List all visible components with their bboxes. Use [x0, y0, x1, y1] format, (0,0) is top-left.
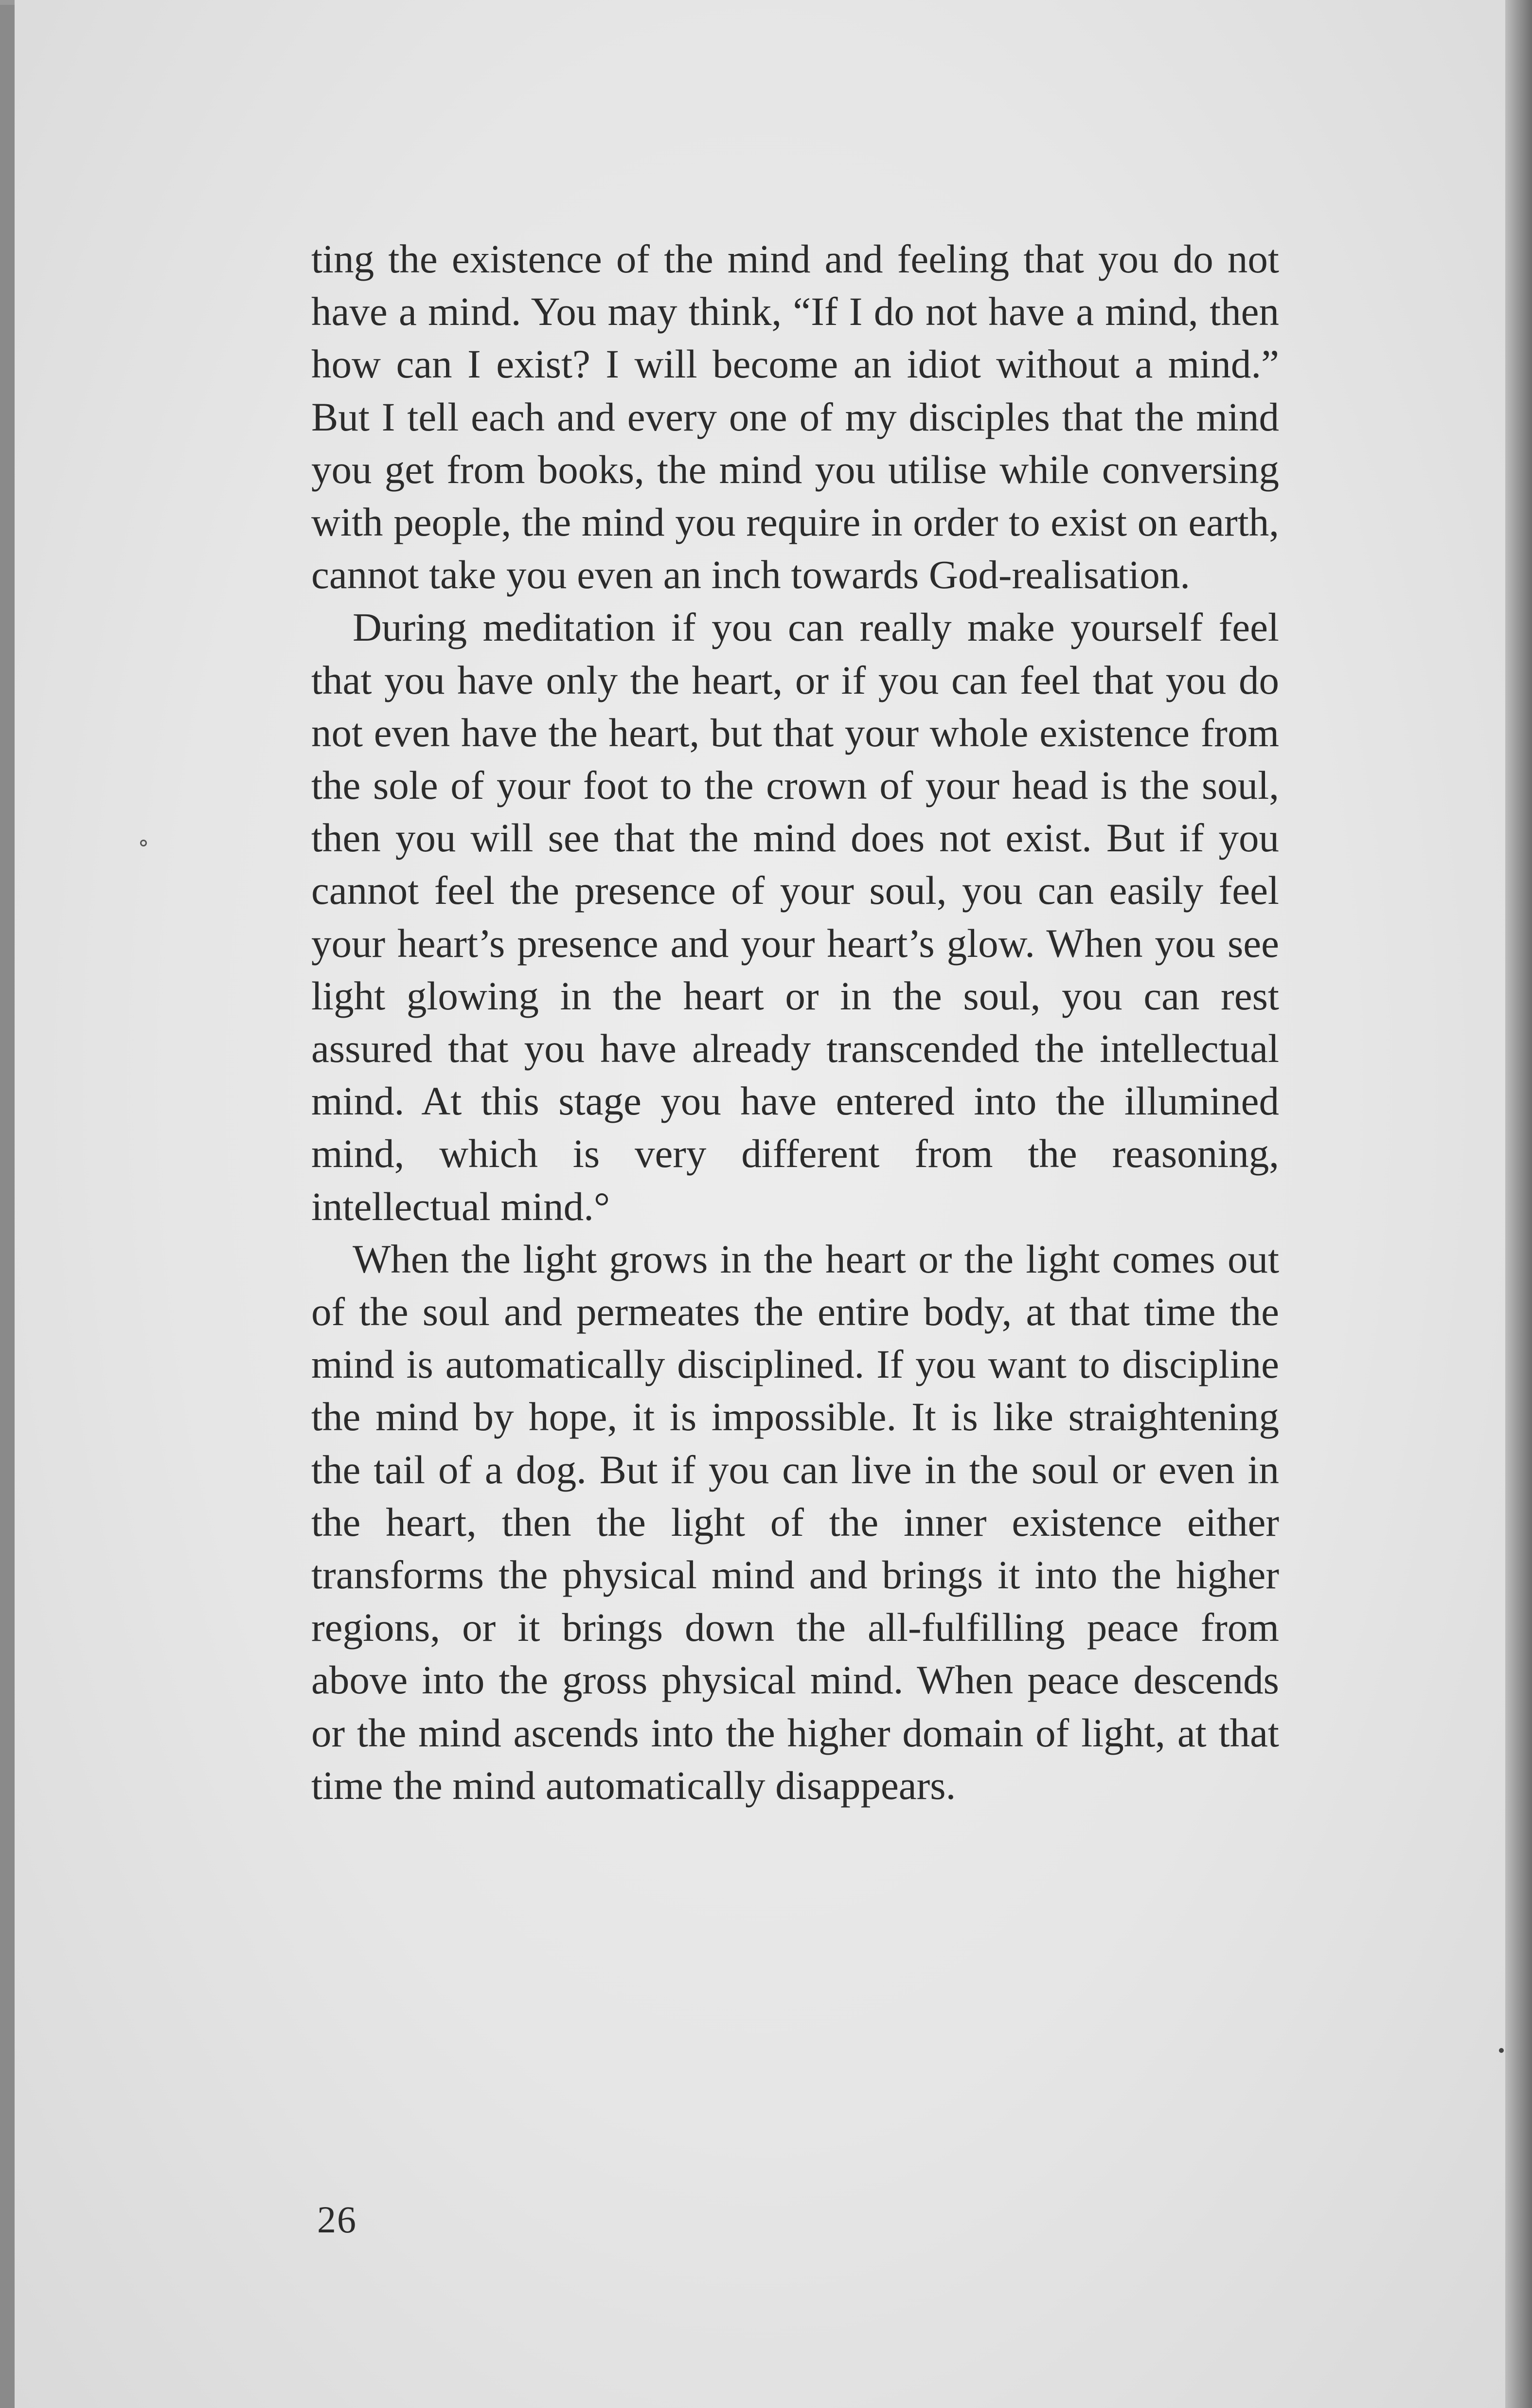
dust-speck	[1499, 2048, 1504, 2053]
dust-speck	[140, 840, 147, 846]
scan-edge-left	[0, 0, 15, 2408]
paragraph: When the light grows in the heart or the light comes out of the soul and permeates the entire body, at that time the mind is automatically disciplined. If you want to discipline the mind by hope, it is impossible. It is like straightening the tail of a dog. But if you can live in the soul or even in the heart, then the light of the inner existence either transforms the physical mind and brings it into the higher regions, or it brings down the all-fulfilling peace from above into the gross physical mind. When peace descends or the mind ascends into the higher domain of light, at that time the mind automatically disappears.	[311, 1236, 1279, 1808]
scan-edge-right	[1505, 0, 1532, 2408]
paragraph: During meditation if you can really make yourself feel that you have only the heart, or if you can feel that you do not even have the heart, but that your whole existence from the sole of your foot to the crown of your head is the soul, then you will see that the mind does not exist. But if you cannot feel the presence of your soul, you can easily feel your heart’s presence and your heart’s glow. When you see light glowing in the heart or in the soul, you can rest assured that you have already transcended the intellectual mind. At this stage you have entered into the illumined mind, which is very different from the reasoning, intellectual mind.°	[311, 605, 1279, 1229]
paragraph-continued: ting the existence of the mind and feeling that you do not have a mind. You may think, “If I do not have a mind, then how can I exist? I will become an idiot without a mind.” But I tell each and every one of my disciples that the mind you get from books, the mind you utilise while conversing with people, the mind you require in order to exist on earth, cannot take you even an inch towards God-realisation.	[311, 236, 1279, 597]
body-text	[311, 233, 1279, 1812]
page-number: 26	[317, 2198, 357, 2241]
